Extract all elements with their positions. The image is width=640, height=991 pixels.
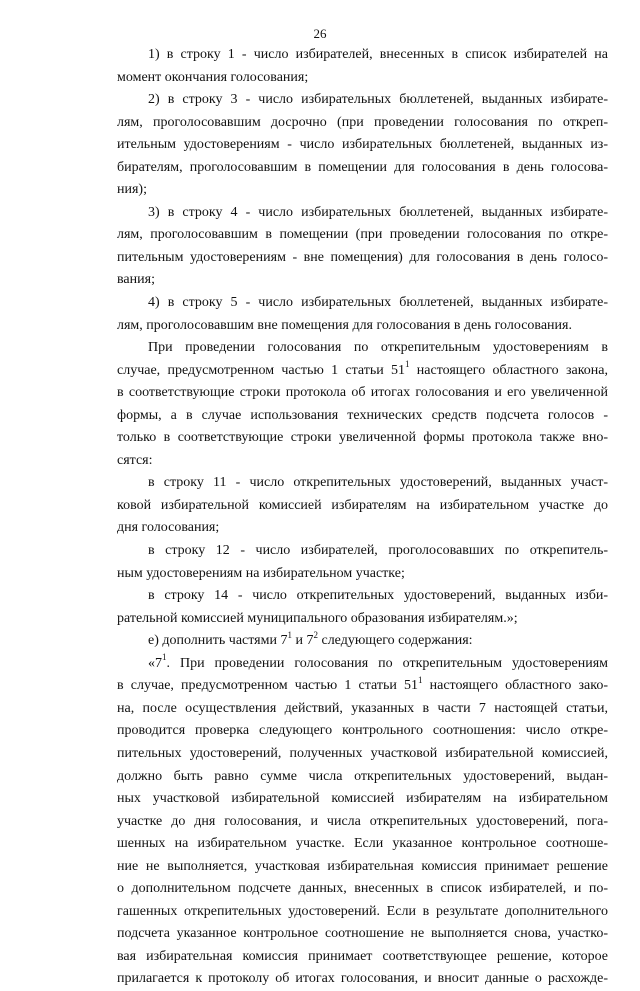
text-segment: формы, а в случае использования технических средств подсчета голосов -	[117, 407, 608, 423]
text-line	[117, 675, 608, 698]
text-segment: ительным удостоверениям - число избирательных бюллетеней, выданных из-	[117, 137, 608, 153]
text-line	[117, 247, 608, 270]
text-segment: ных участковой избирательной комиссией избирателям на избирательном	[117, 791, 608, 807]
superscript: 2	[313, 629, 318, 640]
text-line	[117, 563, 608, 586]
text-segment: ным удостоверениям на избирательном участке;	[117, 565, 405, 581]
text-segment: лям, проголосовавшим досрочно (при проведении голосования по откреп-	[117, 114, 608, 130]
text-segment: ковой избирательной комиссией избирателям на избирательном участке до	[117, 497, 608, 513]
text-segment: ние не выполняется, участковая избирательная комиссия принимает решение	[117, 858, 608, 874]
text-segment: в соответствующие строки протокола об итогах голосования и его увеличенной	[117, 385, 608, 401]
text-segment: должно быть равно сумме числа открепительных удостоверений, выдан-	[117, 768, 608, 784]
text-segment: ния);	[117, 182, 147, 198]
text-line	[117, 923, 608, 946]
text-segment: шенных на избирательном участке. Если указанное контрольное соотноше-	[117, 836, 608, 852]
text-segment: 2) в строку 3 - число избирательных бюллетеней, выданных избирате-	[148, 92, 608, 108]
text-line	[117, 720, 608, 743]
text-line	[117, 585, 608, 608]
text-line	[117, 292, 608, 315]
text-line	[117, 337, 608, 360]
text-segment: на, после осуществления действий, указанных в части 7 настоящей статьи,	[117, 700, 608, 716]
text-line	[117, 517, 608, 540]
text-segment: случае, предусмотренном частью 1 статьи 51	[117, 362, 405, 378]
text-segment: настоящего областного закона,	[409, 362, 609, 378]
text-segment: 3) в строку 4 - число избирательных бюллетеней, выданных избирате-	[148, 204, 608, 220]
text-line	[117, 269, 608, 292]
text-segment: лям, проголосовавшим вне помещения для голосования в день голосования.	[117, 317, 572, 333]
text-segment: в строку 11 - число открепительных удостоверений, выданных участ-	[148, 475, 608, 491]
text-segment: настоящего областного зако-	[422, 678, 608, 694]
text-line	[117, 112, 608, 135]
text-line	[117, 427, 608, 450]
text-line	[117, 202, 608, 225]
text-line	[117, 224, 608, 247]
text-segment: пительным удостоверениям - вне помещения) для голосования в день голосо-	[117, 249, 608, 265]
text-line	[117, 157, 608, 180]
superscript: 1	[162, 652, 167, 663]
text-line	[117, 405, 608, 428]
text-segment: . При проведении голосования по открепительным удостоверениям	[166, 655, 608, 671]
text-line	[117, 608, 608, 631]
text-segment: дня голосования;	[117, 520, 220, 536]
text-line	[117, 968, 608, 991]
superscript: 1	[417, 674, 423, 685]
text-segment: «7	[148, 655, 162, 671]
text-segment: При проведении голосования по открепительным удостоверениям в	[148, 340, 608, 356]
text-segment: е) дополнить частями 7	[148, 633, 288, 649]
text-segment: пительных удостоверений, полученных участковой избирательной комиссией,	[117, 745, 608, 761]
text-segment: проводится проверка следующего контрольного соотношения: число откре-	[117, 723, 608, 739]
text-segment: участке до дня голосования, и числа открепительных удостоверений, пога-	[117, 813, 608, 829]
text-segment: бирателям, проголосовавшим в помещении для голосования в день голосова-	[117, 159, 608, 175]
text-line	[117, 315, 608, 338]
text-segment: рательной комиссией муниципального образования избирателям.»;	[117, 610, 518, 626]
text-segment: в строку 12 - число избирателей, проголосовавших по открепитель-	[148, 543, 608, 559]
text-segment: 1) в строку 1 - число избирателей, внесенных в список избирателей на	[148, 47, 608, 62]
text-segment: прилагается к протоколу об итогах голосования, и вносит данные о расхожде-	[117, 971, 608, 987]
page-number: 26	[313, 26, 327, 41]
text-segment: вая избирательная комиссия принимает соответствующее решение, которое	[117, 948, 608, 964]
text-segment: следующего содержания:	[317, 633, 473, 649]
superscript: 1	[405, 359, 410, 369]
text-line	[117, 743, 608, 766]
text-line	[117, 698, 608, 721]
text-segment: лям, проголосовавшим в помещении (при проведении голосования по откре-	[117, 227, 608, 243]
text-line	[117, 382, 608, 405]
text-line	[117, 653, 608, 676]
text-segment: в случае, предусмотренном частью 1 статьи 51	[117, 678, 418, 694]
text-line	[117, 67, 608, 90]
text-line	[117, 901, 608, 924]
text-segment: гашенных открепительных удостоверений. Если в результате дополнительного	[117, 903, 608, 919]
text-line	[117, 134, 608, 157]
text-line	[117, 946, 608, 969]
text-segment: сятся:	[117, 452, 153, 468]
text-line	[117, 540, 608, 563]
text-segment: в строку 14 - число открепительных удостоверений, выданных изби-	[148, 588, 608, 604]
text-line	[117, 360, 608, 383]
text-line	[117, 44, 608, 67]
text-line	[117, 811, 608, 834]
text-segment: о дополнительном подсчете данных, внесенных в список избирателей, и по-	[117, 881, 608, 897]
document-body	[117, 44, 608, 991]
text-line	[117, 856, 608, 879]
text-line	[117, 89, 608, 112]
text-segment: подсчета указанное контрольное соотношение не выполняется снова, участко-	[117, 926, 608, 942]
text-segment: только в соответствующие строки увеличенной формы протокола также вно-	[117, 430, 608, 446]
text-line	[117, 833, 608, 856]
superscript: 1	[287, 629, 292, 640]
text-line	[117, 472, 608, 495]
text-line	[117, 878, 608, 901]
text-line	[117, 788, 608, 811]
text-segment: и 7	[291, 633, 314, 649]
text-line	[117, 766, 608, 789]
text-segment: вания;	[117, 272, 155, 288]
text-line	[117, 179, 608, 202]
text-line	[117, 495, 608, 518]
text-segment: момент окончания голосования;	[117, 69, 309, 85]
text-line	[117, 450, 608, 473]
text-line	[117, 630, 608, 653]
text-segment: 4) в строку 5 - число избирательных бюллетеней, выданных избирате-	[148, 295, 608, 311]
